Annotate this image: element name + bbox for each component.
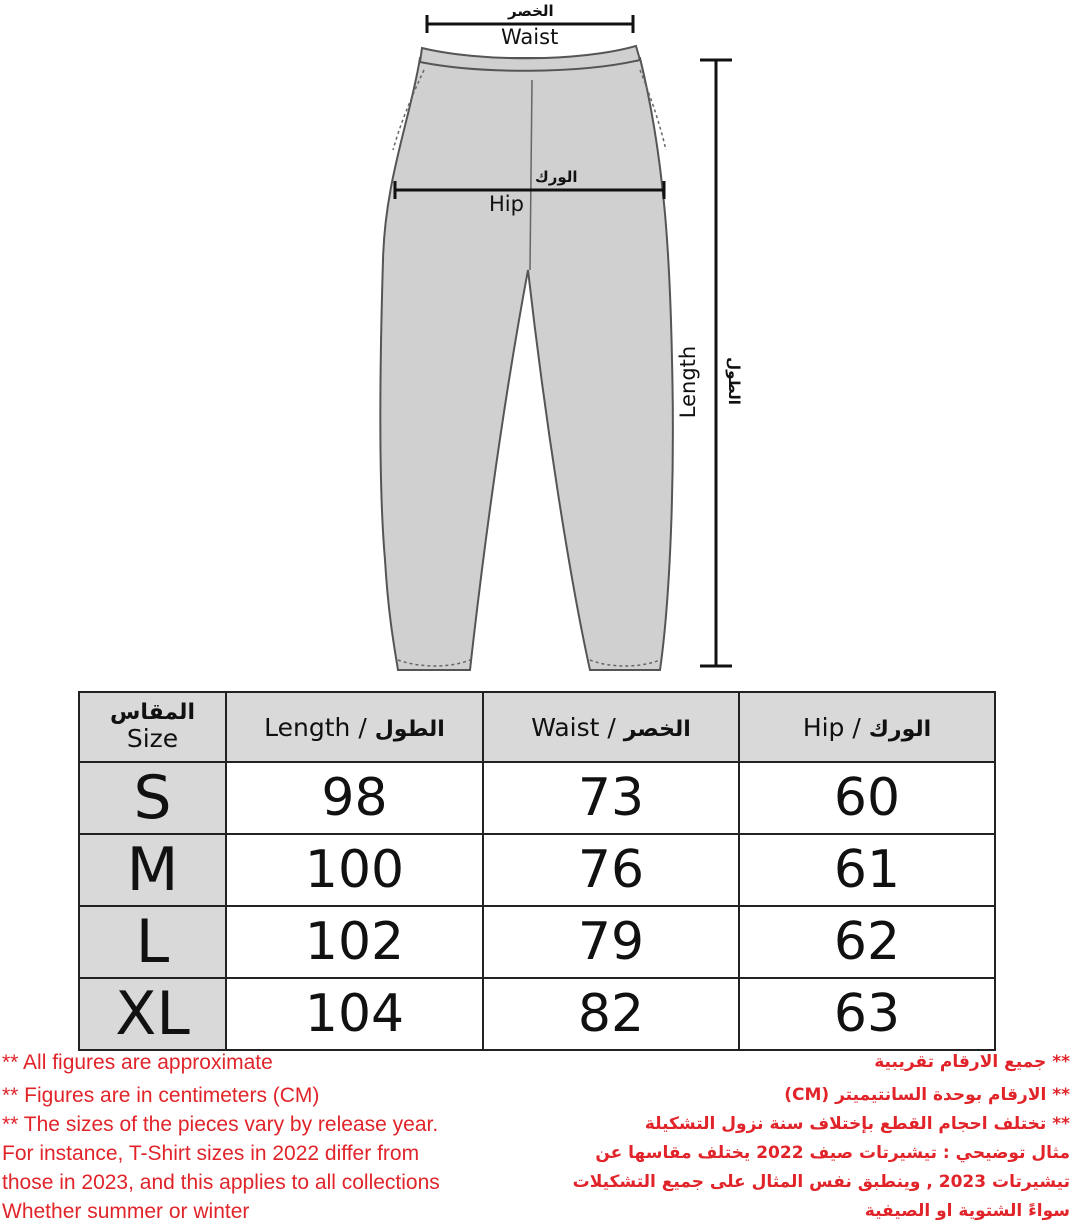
length-cell: 102 bbox=[226, 906, 483, 978]
pants-outline bbox=[380, 58, 673, 670]
table-row bbox=[79, 906, 995, 978]
table-row bbox=[79, 834, 995, 906]
header-hip-ar: الورك bbox=[868, 716, 932, 742]
size-cell: XL bbox=[79, 978, 226, 1050]
length-label-en: Length bbox=[676, 345, 701, 419]
waist-label-en: Waist bbox=[501, 25, 559, 49]
note-en-line: Whether summer or winter bbox=[2, 1200, 250, 1223]
header-hip-en: Hip / bbox=[802, 712, 861, 742]
header-hip bbox=[739, 692, 995, 762]
size-chart-table bbox=[78, 691, 996, 1051]
size-cell: M bbox=[79, 834, 226, 906]
note-en-line: ** Figures are in centimeters (CM) bbox=[2, 1084, 320, 1107]
hip-cell: 60 bbox=[739, 762, 995, 834]
notes-arabic bbox=[530, 1048, 1070, 1226]
note-ar-line: تيشيرتات 2023 , وينطبق نفس المثال على جميع التشكيلات bbox=[572, 1172, 1070, 1192]
header-size-en: Size bbox=[126, 724, 179, 754]
waist-cell: 82 bbox=[483, 978, 739, 1050]
header-length-en: Length / bbox=[264, 712, 367, 742]
header-size-ar: المقاس bbox=[109, 699, 195, 725]
note-ar-line: ** جميع الارقام تقريبية bbox=[874, 1052, 1070, 1072]
note-en-line: For instance, T-Shirt sizes in 2022 differ from bbox=[2, 1142, 420, 1165]
hip-cell: 61 bbox=[739, 834, 995, 906]
waist-cell: 73 bbox=[483, 762, 739, 834]
header-size bbox=[79, 692, 226, 762]
header-length bbox=[226, 692, 483, 762]
note-en-line: ** The sizes of the pieces vary by release year. bbox=[2, 1113, 439, 1136]
hip-label-en: Hip bbox=[489, 192, 524, 216]
note-ar-line: سواءً الشتوية او الصيفية bbox=[864, 1201, 1070, 1221]
table-row bbox=[79, 762, 995, 834]
hip-cell: 63 bbox=[739, 978, 995, 1050]
header-waist bbox=[483, 692, 739, 762]
length-cell: 98 bbox=[226, 762, 483, 834]
note-ar-line: ** تختلف احجام القطع بإختلاف سنة نزول التشكيلة bbox=[644, 1114, 1070, 1134]
size-cell: S bbox=[79, 762, 226, 834]
waist-label-ar: الخصر bbox=[508, 2, 554, 20]
hip-label-ar: الورك bbox=[535, 168, 578, 186]
note-ar-line: ** الارقام بوحدة السانتيميتر (CM) bbox=[784, 1085, 1070, 1105]
waist-cell: 76 bbox=[483, 834, 739, 906]
notes-english bbox=[2, 1048, 522, 1226]
header-length-ar: الطول bbox=[374, 716, 445, 742]
table-row bbox=[79, 978, 995, 1050]
note-en-line: ** All figures are approximate bbox=[2, 1051, 273, 1074]
note-ar-line: مثال توضيحي : تيشيرتات صيف 2022 يختلف مقاسها عن bbox=[595, 1143, 1070, 1163]
table-header-row bbox=[79, 692, 995, 762]
waist-cell: 79 bbox=[483, 906, 739, 978]
header-waist-ar: الخصر bbox=[623, 716, 691, 742]
note-en-line: those in 2023, and this applies to all collections bbox=[2, 1171, 440, 1194]
size-cell: L bbox=[79, 906, 226, 978]
length-label-ar: الطول bbox=[724, 357, 743, 405]
length-cell: 100 bbox=[226, 834, 483, 906]
header-waist-en: Waist / bbox=[531, 712, 616, 742]
hip-cell: 62 bbox=[739, 906, 995, 978]
length-cell: 104 bbox=[226, 978, 483, 1050]
